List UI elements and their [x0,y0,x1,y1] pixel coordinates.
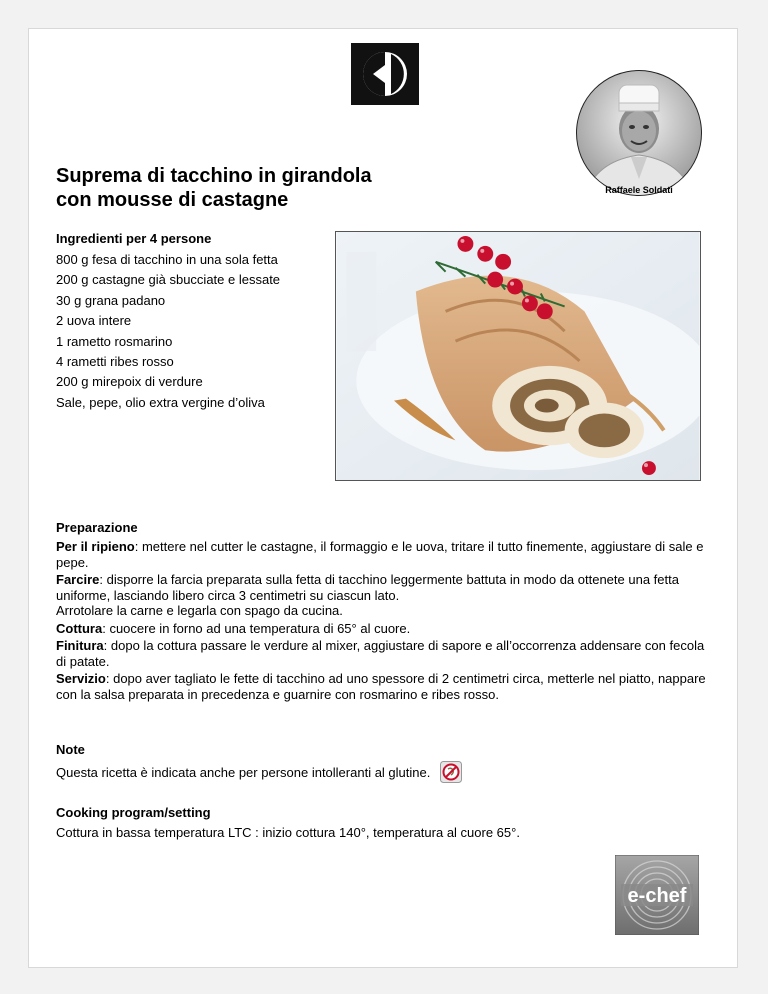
chef-name: Raffaele Soldati [605,185,673,195]
preparation-heading: Preparazione [56,520,138,535]
cooking-program-text: Cottura in bassa temperatura LTC : inizio cottura 140°, temperatura al cuore 65°. [56,825,520,840]
prep-step-text: : dopo aver tagliato le fette di tacchino ad uno spessore di 2 centimetri circa, metterle nel piatto, nappare con la salsa preparata in precedenza e guarnire con rosmarino e ribes rosso. [56,671,706,702]
brand-logo [351,43,419,105]
ingredient-item: 200 g mirepoix di verdure [56,374,203,390]
note-line [56,761,706,783]
prep-step-text: : cuocere in forno ad una temperatura di 65° al cuore. [102,620,411,636]
note-text: Questa ricetta è indicata anche per persone intolleranti al glutine. [56,764,431,780]
recipe-title-line2: con mousse di castagne [56,189,289,211]
ingredient-item: Sale, pepe, olio extra vergine d’oliva [56,394,265,410]
notes-heading: Note [56,742,85,757]
prep-step-label: Servizio [56,671,106,686]
prep-step-label: Per il ripieno [56,539,135,554]
recipe-title [56,164,516,212]
ingredients-section [56,230,336,413]
ingredient-item: 2 uova intere [56,313,132,329]
ingredient-item: 800 g fesa di tacchino in una sola fetta [56,252,278,267]
dish-photo [335,231,701,481]
prep-step-text: : mettere nel cutter le castagne, il formaggio e le uova, tritare il tutto finemente, aggiustare di sale e pepe. [56,539,704,570]
ingredients-list [56,250,336,413]
chef-photo [575,69,703,197]
e-chef-logo [615,855,699,935]
prep-step-filling [56,539,706,570]
prep-step-text: : dopo la cottura passare le verdure al mixer, aggiustare di sapore e all’occorrenza addensare con fecola di patate. [56,638,705,669]
preparation-section [56,519,706,704]
prep-step-finishing [56,638,706,669]
cooking-program-heading: Cooking program/setting [56,805,211,820]
cooking-program-section [56,804,706,841]
prep-step-label: Farcire [56,572,100,587]
prep-step-serving [56,671,706,702]
recipe-title-line1: Suprema di tacchino in girandola [56,165,372,187]
prep-step-stuffing [56,572,706,619]
gluten-free-icon [440,761,462,783]
prep-step-extra: Arrotolare la carne e legarla con spago da cucina. [56,603,343,618]
prep-step-label: Cottura [56,620,103,636]
ingredients-heading: Ingredienti per 4 persone [56,231,212,246]
prep-step-cooking [56,621,706,637]
ingredient-item: 200 g castagne già sbucciate e lessate [56,272,281,288]
prep-step-text: : disporre la farcia preparata sulla fetta di tacchino leggermente battuta in modo da ottenete una fetta uniforme, lasciando libero circa 3 centimetri su ciascun lato. [56,572,679,603]
e-chef-text: e-chef [627,885,687,907]
ingredient-item: 1 rametto rosmarino [56,333,173,349]
ingredient-item: 4 rametti ribes rosso [56,354,174,370]
recipe-page [28,28,738,968]
ingredient-item: 30 g grana padano [56,292,166,308]
notes-section [56,741,706,783]
prep-step-label: Finitura [56,638,104,653]
